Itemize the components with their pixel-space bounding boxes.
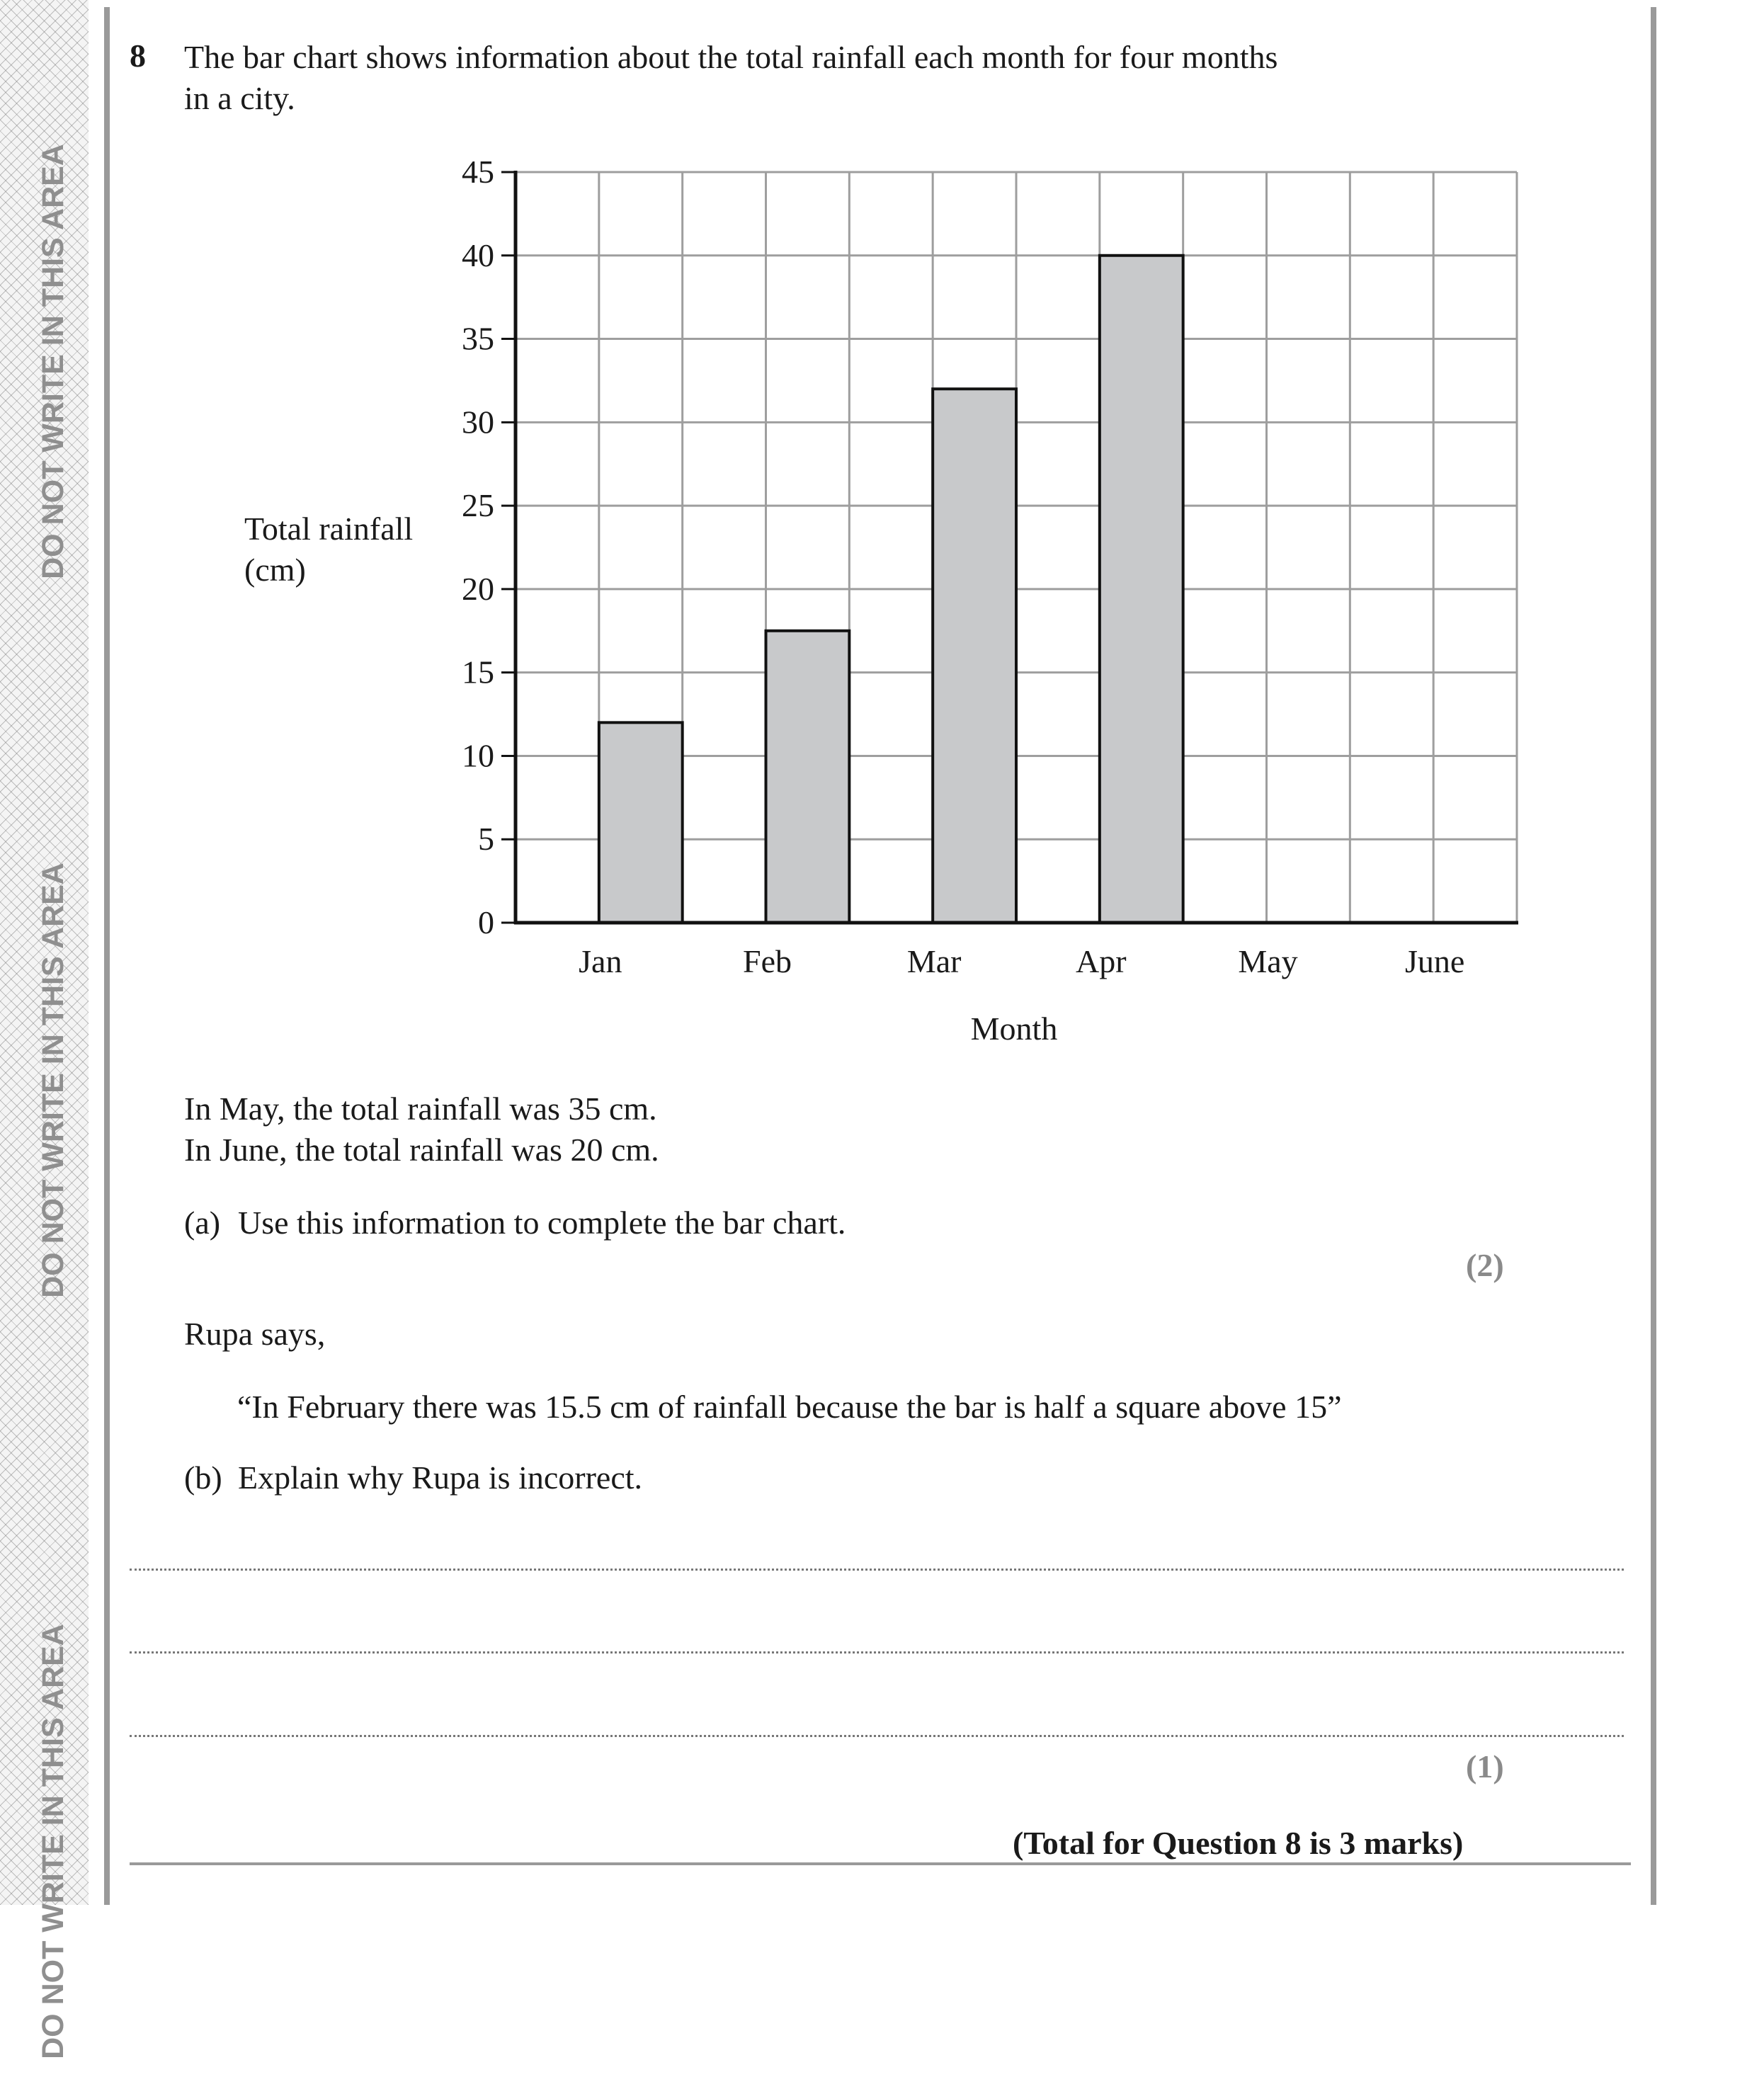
question-number: 8 <box>130 38 146 74</box>
part-a-text: Use this information to complete the bar chart. <box>238 1205 846 1241</box>
y-tick-label: 20 <box>462 570 494 607</box>
y-tick-label: 0 <box>478 904 494 940</box>
y-tick-label: 5 <box>478 821 494 858</box>
part-a-label: (a) <box>184 1205 221 1241</box>
part-b-marks: (1) <box>1466 1748 1504 1785</box>
y-tick-label: 40 <box>462 237 494 273</box>
margin-warning <box>0 1593 106 2089</box>
info-may: In May, the total rainfall was 35 cm. <box>184 1091 657 1127</box>
x-tick-label: May <box>1238 943 1298 979</box>
x-tick-label: Apr <box>1076 943 1127 979</box>
x-tick-label: June <box>1405 943 1465 979</box>
y-tick-label: 30 <box>462 404 494 440</box>
question-total: (Total for Question 8 is 3 marks) <box>1013 1825 1464 1861</box>
y-tick-label: 10 <box>462 737 494 774</box>
answer-line[interactable] <box>130 1735 1624 1737</box>
x-tick-label: Mar <box>906 943 962 979</box>
x-tick-label: Jan <box>579 943 622 979</box>
y-tick-label: 15 <box>462 654 494 690</box>
y-axis-label: Total rainfall <box>244 511 414 547</box>
part-b-text: Explain why Rupa is incorrect. <box>238 1459 643 1496</box>
part-a-marks: (2) <box>1466 1247 1504 1283</box>
bar-apr <box>1100 256 1183 923</box>
rupa-says: Rupa says, <box>184 1316 326 1352</box>
rupa-quote: “In February there was 15.5 cm of rainfall because the bar is half a square above 15” <box>237 1389 1342 1425</box>
bar-jan <box>599 722 683 923</box>
question-intro-line1: The bar chart shows information about the total rainfall each month for four months <box>184 39 1278 75</box>
y-axis-label-unit: (cm) <box>244 552 306 588</box>
bar-mar <box>933 389 1016 923</box>
part-b-label: (b) <box>184 1459 222 1496</box>
bottom-rule <box>130 1862 1631 1865</box>
question-intro-line2: in a city. <box>184 80 295 116</box>
x-axis-label: Month <box>970 1011 1058 1047</box>
bar-feb <box>766 631 850 923</box>
y-tick-label: 45 <box>462 154 494 190</box>
info-june: In June, the total rainfall was 20 cm. <box>184 1132 659 1168</box>
margin-warning-text: DO NOT WRITE IN THIS AREA <box>35 862 70 1298</box>
answer-line[interactable] <box>130 1569 1624 1571</box>
y-tick-label: 35 <box>462 320 494 357</box>
chart-labels <box>244 154 1464 1047</box>
margin-warning-text: DO NOT WRITE IN THIS AREA <box>35 1623 70 2059</box>
answer-line[interactable] <box>130 1651 1624 1653</box>
x-tick-label: Feb <box>743 943 792 979</box>
y-tick-label: 25 <box>462 487 494 524</box>
margin-warning-text: DO NOT WRITE IN THIS AREA <box>35 143 70 579</box>
